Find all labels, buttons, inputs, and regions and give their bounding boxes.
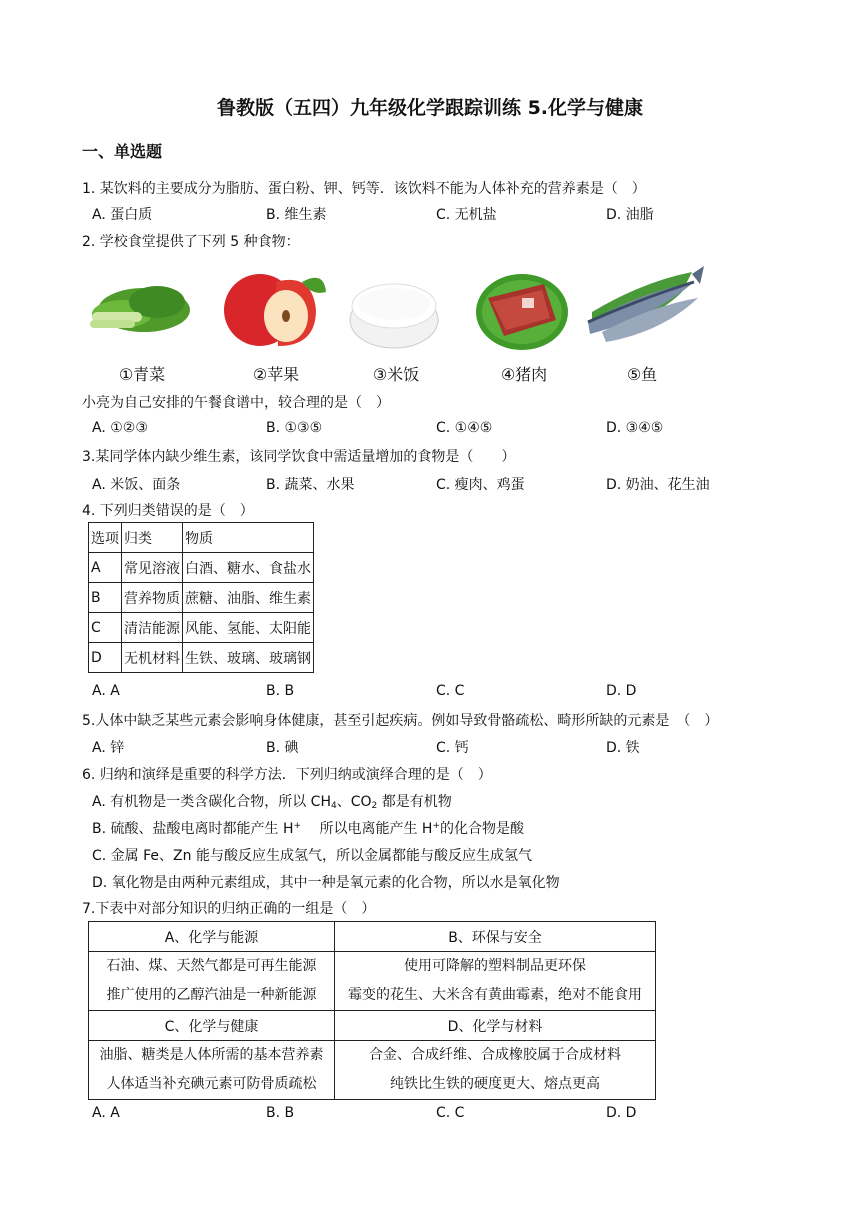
- page-title: 鲁教版（五四）九年级化学跟踪训练 5.化学与健康: [216, 97, 644, 119]
- question-6: 6. 归纳和演绎是重要的科学方法．下列归纳或演绎合理的是（ ）: [82, 767, 492, 783]
- option-b: B. 碘: [266, 740, 299, 756]
- food-images: [82, 262, 722, 384]
- table-cell: 生铁、玻璃、玻璃钢: [183, 643, 314, 673]
- table-cell: 风能、氢能、太阳能: [183, 613, 314, 643]
- cell-c-body: [89, 1041, 335, 1100]
- table-cell: 白酒、糖水、食盐水: [183, 553, 314, 583]
- food-label: ④猪肉: [500, 365, 548, 384]
- subscript: 2: [371, 801, 378, 811]
- cell-a-head: A、化学与能源: [89, 922, 335, 952]
- food-label: ①青菜: [118, 365, 166, 384]
- option-b: B. B: [266, 1105, 295, 1121]
- subscript: 4: [330, 801, 337, 811]
- food-bokchoy: [82, 262, 202, 384]
- table-cell: 无机材料: [122, 643, 183, 673]
- pork-image: [464, 262, 584, 358]
- option-d: D. ③④⑤: [606, 420, 664, 436]
- option-c: C. C: [436, 1105, 465, 1121]
- question-3-options: [92, 474, 812, 494]
- cell-line: 使用可降解的塑料制品更环保: [404, 958, 586, 974]
- question-1-options: [92, 204, 812, 224]
- cell-b-body: [335, 952, 656, 1011]
- superscript: +: [293, 821, 302, 831]
- option-text: A. 有机物是一类含碳化合物，所以 CH: [92, 794, 331, 810]
- table-row: [89, 643, 314, 673]
- food-label: ②苹果: [252, 365, 300, 384]
- option-b: B. ①③⑤: [266, 420, 323, 436]
- table-cell: 营养物质: [122, 583, 183, 613]
- food-label: ③米饭: [372, 365, 420, 384]
- question-4-options: [92, 683, 812, 703]
- option-a: A. 蛋白质: [92, 207, 153, 223]
- table-cell: C: [89, 613, 122, 643]
- question-2: 2. 学校食堂提供了下列 5 种食物：: [82, 234, 300, 250]
- question-7-options: [92, 1105, 812, 1125]
- table-row: [89, 922, 656, 952]
- apple-image: [216, 262, 336, 358]
- option-d: D. 油脂: [606, 207, 654, 223]
- option-d: D. D: [606, 683, 637, 699]
- option-b: B. B: [266, 683, 295, 699]
- table-cell: 选项: [89, 523, 122, 553]
- question-7: 7.下表中对部分知识的归纳正确的一组是（ ）: [82, 901, 376, 917]
- rice-image: [336, 262, 456, 358]
- option-c: C. ①④⑤: [436, 420, 493, 436]
- table-cell: B: [89, 583, 122, 613]
- question-1: 1. 某饮料的主要成分为脂肪、蛋白粉、钾、钙等．该饮料不能为人体补充的营养素是（ ）: [82, 181, 646, 197]
- food-label: ⑤鱼: [626, 365, 658, 384]
- option-b: B. 蔬菜、水果: [266, 477, 355, 493]
- food-apple: [216, 262, 336, 384]
- table-cell: 清洁能源: [122, 613, 183, 643]
- question-6-option-a: [92, 791, 452, 811]
- option-d: D. 铁: [606, 740, 640, 756]
- question-2-prompt: 小亮为自己安排的午餐食谱中，较合理的是（ ）: [82, 395, 390, 411]
- question-5: 5.人体中缺乏某些元素会影响身体健康，甚至引起疾病。例如导致骨骼疏松、畸形所缺的元素是 （ ）: [82, 713, 719, 729]
- option-text: 、CO: [336, 794, 372, 810]
- table-row: [89, 1011, 656, 1041]
- superscript: +: [432, 821, 441, 831]
- cell-line: 石油、煤、天然气都是可再生能源: [106, 958, 317, 974]
- option-text: 的化合物是酸: [440, 821, 525, 837]
- option-d: D. 奶油、花生油: [606, 477, 710, 493]
- table-cell: A: [89, 553, 122, 583]
- table-cell: 物质: [183, 523, 314, 553]
- table-row: [89, 553, 314, 583]
- question-5-options: [92, 737, 812, 757]
- food-fish: [582, 262, 702, 384]
- question-6-option-b: [92, 818, 524, 838]
- question-3: 3.某同学体内缺少维生素，该同学饮食中需适量增加的食物是（ ）: [82, 449, 516, 465]
- option-c: C. 钙: [436, 740, 469, 756]
- cell-line: 人体适当补充碘元素可防骨质疏松: [106, 1076, 317, 1092]
- question-6-option-d: D. 氧化物是由两种元素组成，其中一种是氧元素的化合物，所以水是氧化物: [92, 875, 560, 891]
- option-c: C. 瘦肉、鸡蛋: [436, 477, 525, 493]
- option-a: A. A: [92, 683, 120, 699]
- table-cell: D: [89, 643, 122, 673]
- table-cell: 归类: [122, 523, 183, 553]
- table-cell: 常见溶液: [122, 553, 183, 583]
- cell-line: 霉变的花生、大米含有黄曲霉素，绝对不能食用: [348, 987, 642, 1003]
- option-d: D. D: [606, 1105, 637, 1121]
- cell-d-body: [335, 1041, 656, 1100]
- option-a: A. 米饭、面条: [92, 477, 181, 493]
- cell-line: 合金、合成纤维、合成橡胶属于合成材料: [369, 1047, 621, 1063]
- option-text: 都是有机物: [377, 794, 452, 810]
- option-a: A. ①②③: [92, 420, 148, 436]
- option-text: B. 硫酸、盐酸电离时都能产生 H: [92, 821, 294, 837]
- table-row: [89, 613, 314, 643]
- knowledge-table: [88, 921, 656, 1100]
- fish-image: [582, 262, 712, 358]
- table-row: [89, 1041, 656, 1100]
- question-6-option-c: C. 金属 Fe、Zn 能与酸反应生成氢气，所以金属都能与酸反应生成氢气: [92, 848, 532, 864]
- cell-line: 油脂、糖类是人体所需的基本营养素: [99, 1047, 324, 1063]
- cell-d-head: D、化学与材料: [335, 1011, 656, 1041]
- option-c: C. 无机盐: [436, 207, 497, 223]
- table-row: [89, 523, 314, 553]
- cell-c-head: C、化学与健康: [89, 1011, 335, 1041]
- question-2-options: [92, 420, 812, 440]
- table-row: [89, 583, 314, 613]
- cell-line: 纯铁比生铁的硬度更大、熔点更高: [390, 1076, 600, 1092]
- option-b: B. 维生素: [266, 207, 327, 223]
- table-row: [89, 952, 656, 1011]
- cell-b-head: B、环保与安全: [335, 922, 656, 952]
- option-a: A. A: [92, 1105, 120, 1121]
- food-rice: [336, 262, 456, 384]
- option-a: A. 锌: [92, 740, 125, 756]
- classification-table: [88, 522, 314, 673]
- question-4: 4. 下列归类错误的是（ ）: [82, 503, 254, 519]
- bokchoy-image: [82, 262, 202, 358]
- option-text: 所以电离能产生 H: [301, 821, 433, 837]
- option-c: C. C: [436, 683, 465, 699]
- food-pork: [464, 262, 584, 384]
- cell-line: 推广使用的乙醇汽油是一种新能源: [106, 987, 317, 1003]
- cell-a-body: [89, 952, 335, 1011]
- section-heading: 一、单选题: [82, 142, 163, 161]
- table-cell: 蔗糖、油脂、维生素: [183, 583, 314, 613]
